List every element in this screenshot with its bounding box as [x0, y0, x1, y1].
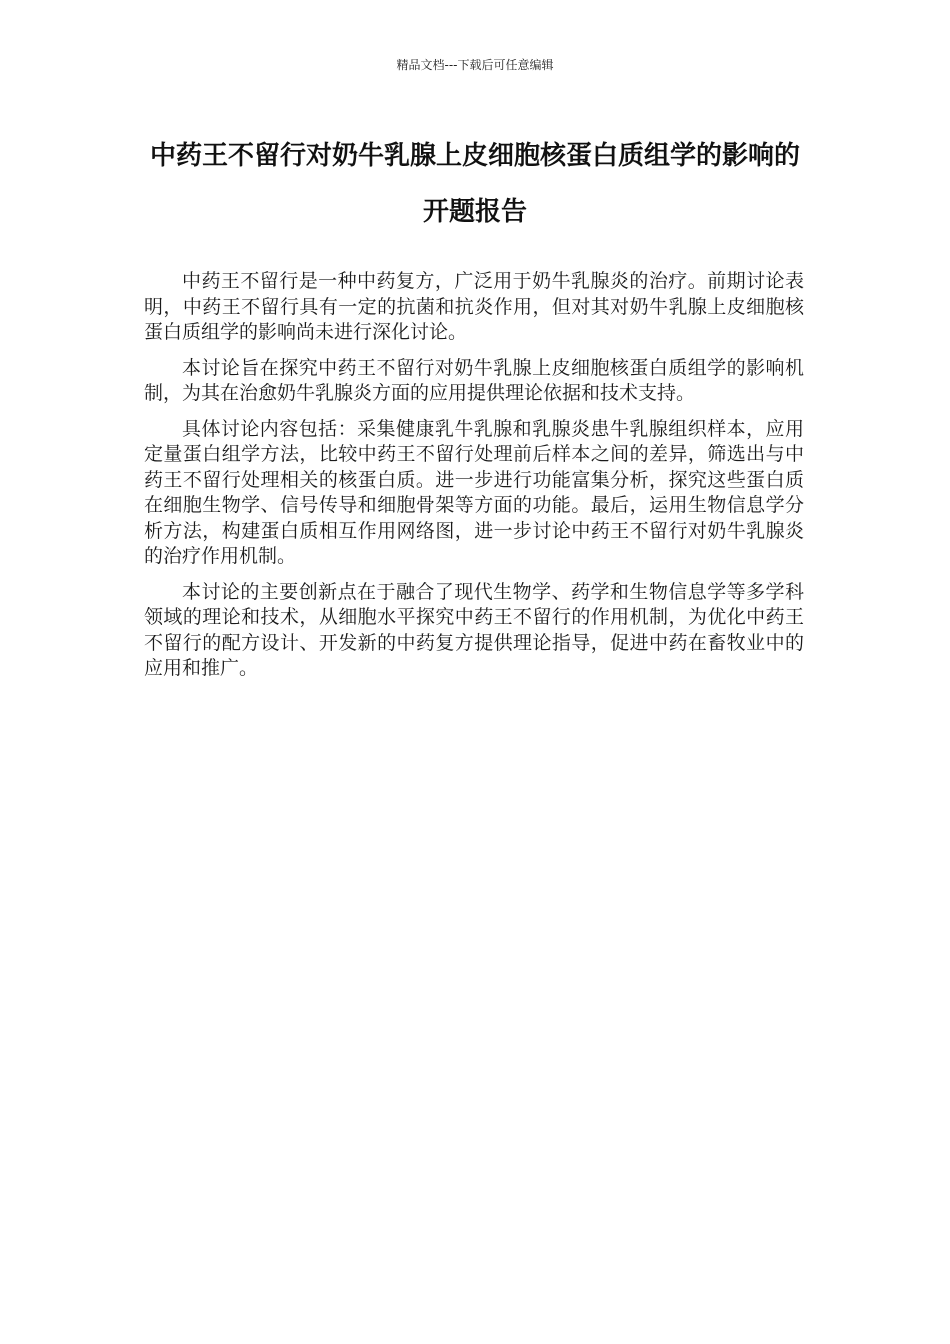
document-title: 中药王不留行对奶牛乳腺上皮细胞核蛋白质组学的影响的开题报告	[149, 141, 800, 227]
document-body	[144, 269, 804, 692]
header-note: 精品文档---下载后可任意编辑	[396, 58, 554, 72]
paragraph-content: 具体讨论内容包括：采集健康乳牛乳腺和乳腺炎患牛乳腺组织样本，应用定量蛋白组学方法，比较中药王不留行处理前后样本之间的差异，筛选出与中药王不留行处理相关的核蛋白质。进一步进行功能富集分析，探究这些蛋白质在细胞生物学、信号传导和细胞骨架等方面的功能。最后，运用生物信息学分析方法，构建蛋白质相互作用网络图，进一步讨论中药王不留行对奶牛乳腺炎的治疗作用机制。	[144, 417, 804, 567]
paragraph-background: 中药王不留行是一种中药复方，广泛用于奶牛乳腺炎的治疗。前期讨论表明，中药王不留行具有一定的抗菌和抗炎作用，但对其对奶牛乳腺上皮细胞核蛋白质组学的影响尚未进行深化讨论。	[144, 270, 804, 343]
paragraph-innovation: 本讨论的主要创新点在于融合了现代生物学、药学和生物信息学等多学科领域的理论和技术，从细胞水平探究中药王不留行的作用机制，为优化中药王不留行的配方设计、开发新的中药复方提供理论指导，促进中药在畜牧业中的应用和推广。	[144, 580, 804, 679]
paragraph-purpose: 本讨论旨在探究中药王不留行对奶牛乳腺上皮细胞核蛋白质组学的影响机制，为其在治愈奶牛乳腺炎方面的应用提供理论依据和技术支持。	[144, 356, 804, 404]
